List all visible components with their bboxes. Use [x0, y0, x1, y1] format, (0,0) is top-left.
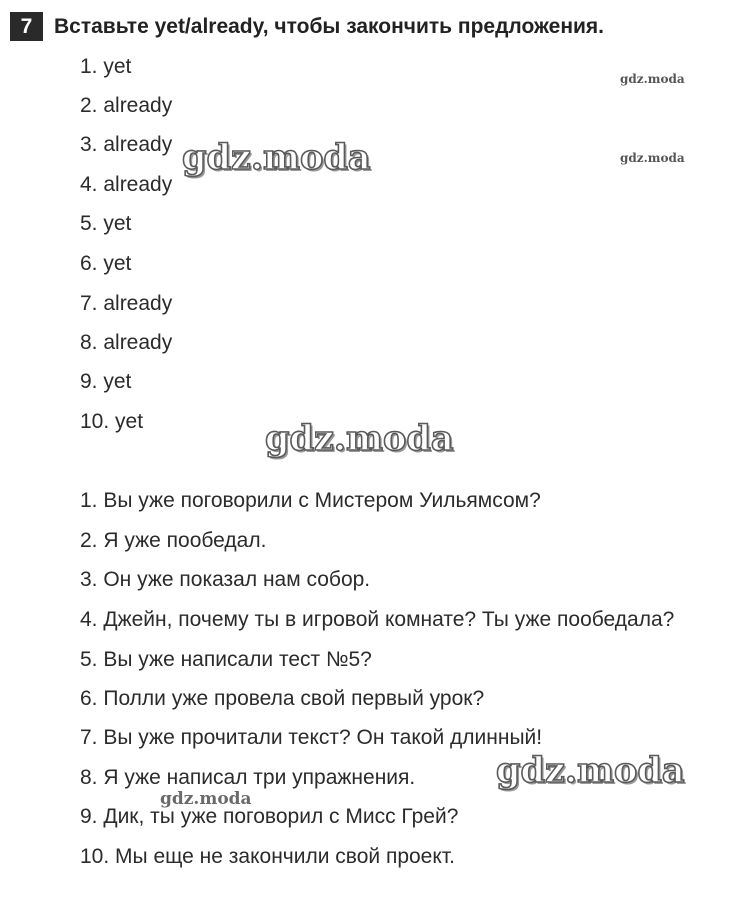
answer-item: 9. yet	[80, 370, 132, 393]
watermark: gdz.moda	[160, 789, 252, 809]
translation-item: 1. Вы уже поговорили с Мистером Уильямсом?	[80, 489, 541, 512]
watermark: gdz.moda	[620, 151, 685, 165]
translation-item: 3. Он уже показал нам собор.	[80, 568, 371, 591]
answer-item: 5. yet	[80, 212, 132, 235]
watermark: gdz.moda	[496, 750, 685, 791]
answer-item: 8. already	[80, 331, 173, 354]
translation-item: 2. Я уже пообедал.	[80, 529, 267, 552]
translation-item: 7. Вы уже прочитали текст? Он такой длинный!	[80, 726, 543, 749]
translation-item: 8. Я уже написал три упражнения.	[80, 766, 416, 789]
translation-item: 5. Вы уже написали тест №5?	[80, 648, 372, 671]
answer-item: 3. already	[80, 133, 173, 156]
answer-item: 4. already	[80, 173, 173, 196]
answer-item: 10. yet	[80, 410, 144, 433]
answer-item: 6. yet	[80, 252, 132, 275]
translation-item: 9. Дик, ты уже поговорил с Мисс Грей?	[80, 805, 459, 828]
watermark: gdz.moda	[620, 72, 685, 86]
task-title: Вставьте yet/already, чтобы закончить предложения.	[54, 14, 605, 38]
answer-item: 7. already	[80, 292, 173, 315]
translation-item: 4. Джейн, почему ты в игровой комнате? Ты уже пообедала?	[80, 608, 675, 631]
answer-item: 1. yet	[80, 55, 132, 78]
watermark: gdz.moda	[265, 418, 454, 459]
task-number-badge: 7	[10, 12, 43, 41]
answer-item: 2. already	[80, 94, 173, 117]
exercise-header	[10, 12, 604, 41]
translation-item: 6. Полли уже провела свой первый урок?	[80, 687, 485, 710]
translation-item: 10. Мы еще не закончили свой проект.	[80, 845, 455, 868]
watermark: gdz.moda	[182, 137, 371, 178]
